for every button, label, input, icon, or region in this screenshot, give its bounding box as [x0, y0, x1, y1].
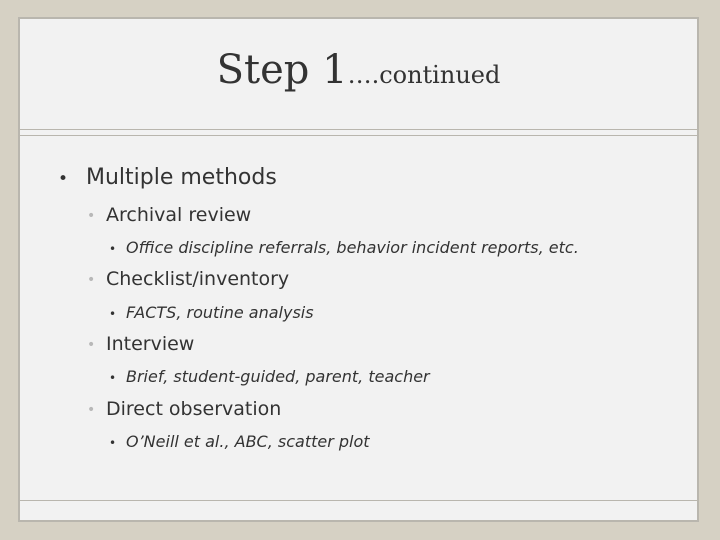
- bullet-text: FACTS, routine analysis: [126, 303, 314, 322]
- bullet-marker: •: [109, 436, 117, 450]
- bullet-text: Interview: [106, 333, 195, 355]
- bullet-text: Multiple methods: [86, 165, 277, 190]
- bullet-marker: •: [87, 337, 96, 353]
- slide: [18, 17, 699, 522]
- bullet-marker: •: [87, 272, 96, 288]
- bullet-text: Brief, student-guided, parent, teacher: [126, 367, 430, 386]
- bullet-marker: •: [109, 371, 117, 385]
- bullet-marker: •: [87, 402, 96, 418]
- bullet-marker: •: [58, 169, 69, 189]
- slide-title-suffix: ….continued: [347, 61, 501, 89]
- bullet-text: Direct observation: [106, 398, 282, 420]
- bullet-text: Checklist/inventory: [106, 268, 290, 290]
- bullet-marker: •: [109, 242, 117, 256]
- bullet-text: Office discipline referrals, behavior incident reports, etc.: [126, 238, 579, 257]
- bullet-marker: •: [109, 307, 117, 321]
- bullet-text: O’Neill et al., ABC, scatter plot: [126, 432, 370, 451]
- bullet-marker: •: [87, 208, 96, 224]
- bullet-text: Archival review: [106, 204, 252, 226]
- slide-content: [20, 19, 697, 520]
- slide-title-main: Step 1: [216, 47, 348, 93]
- footer-divider: [20, 500, 697, 501]
